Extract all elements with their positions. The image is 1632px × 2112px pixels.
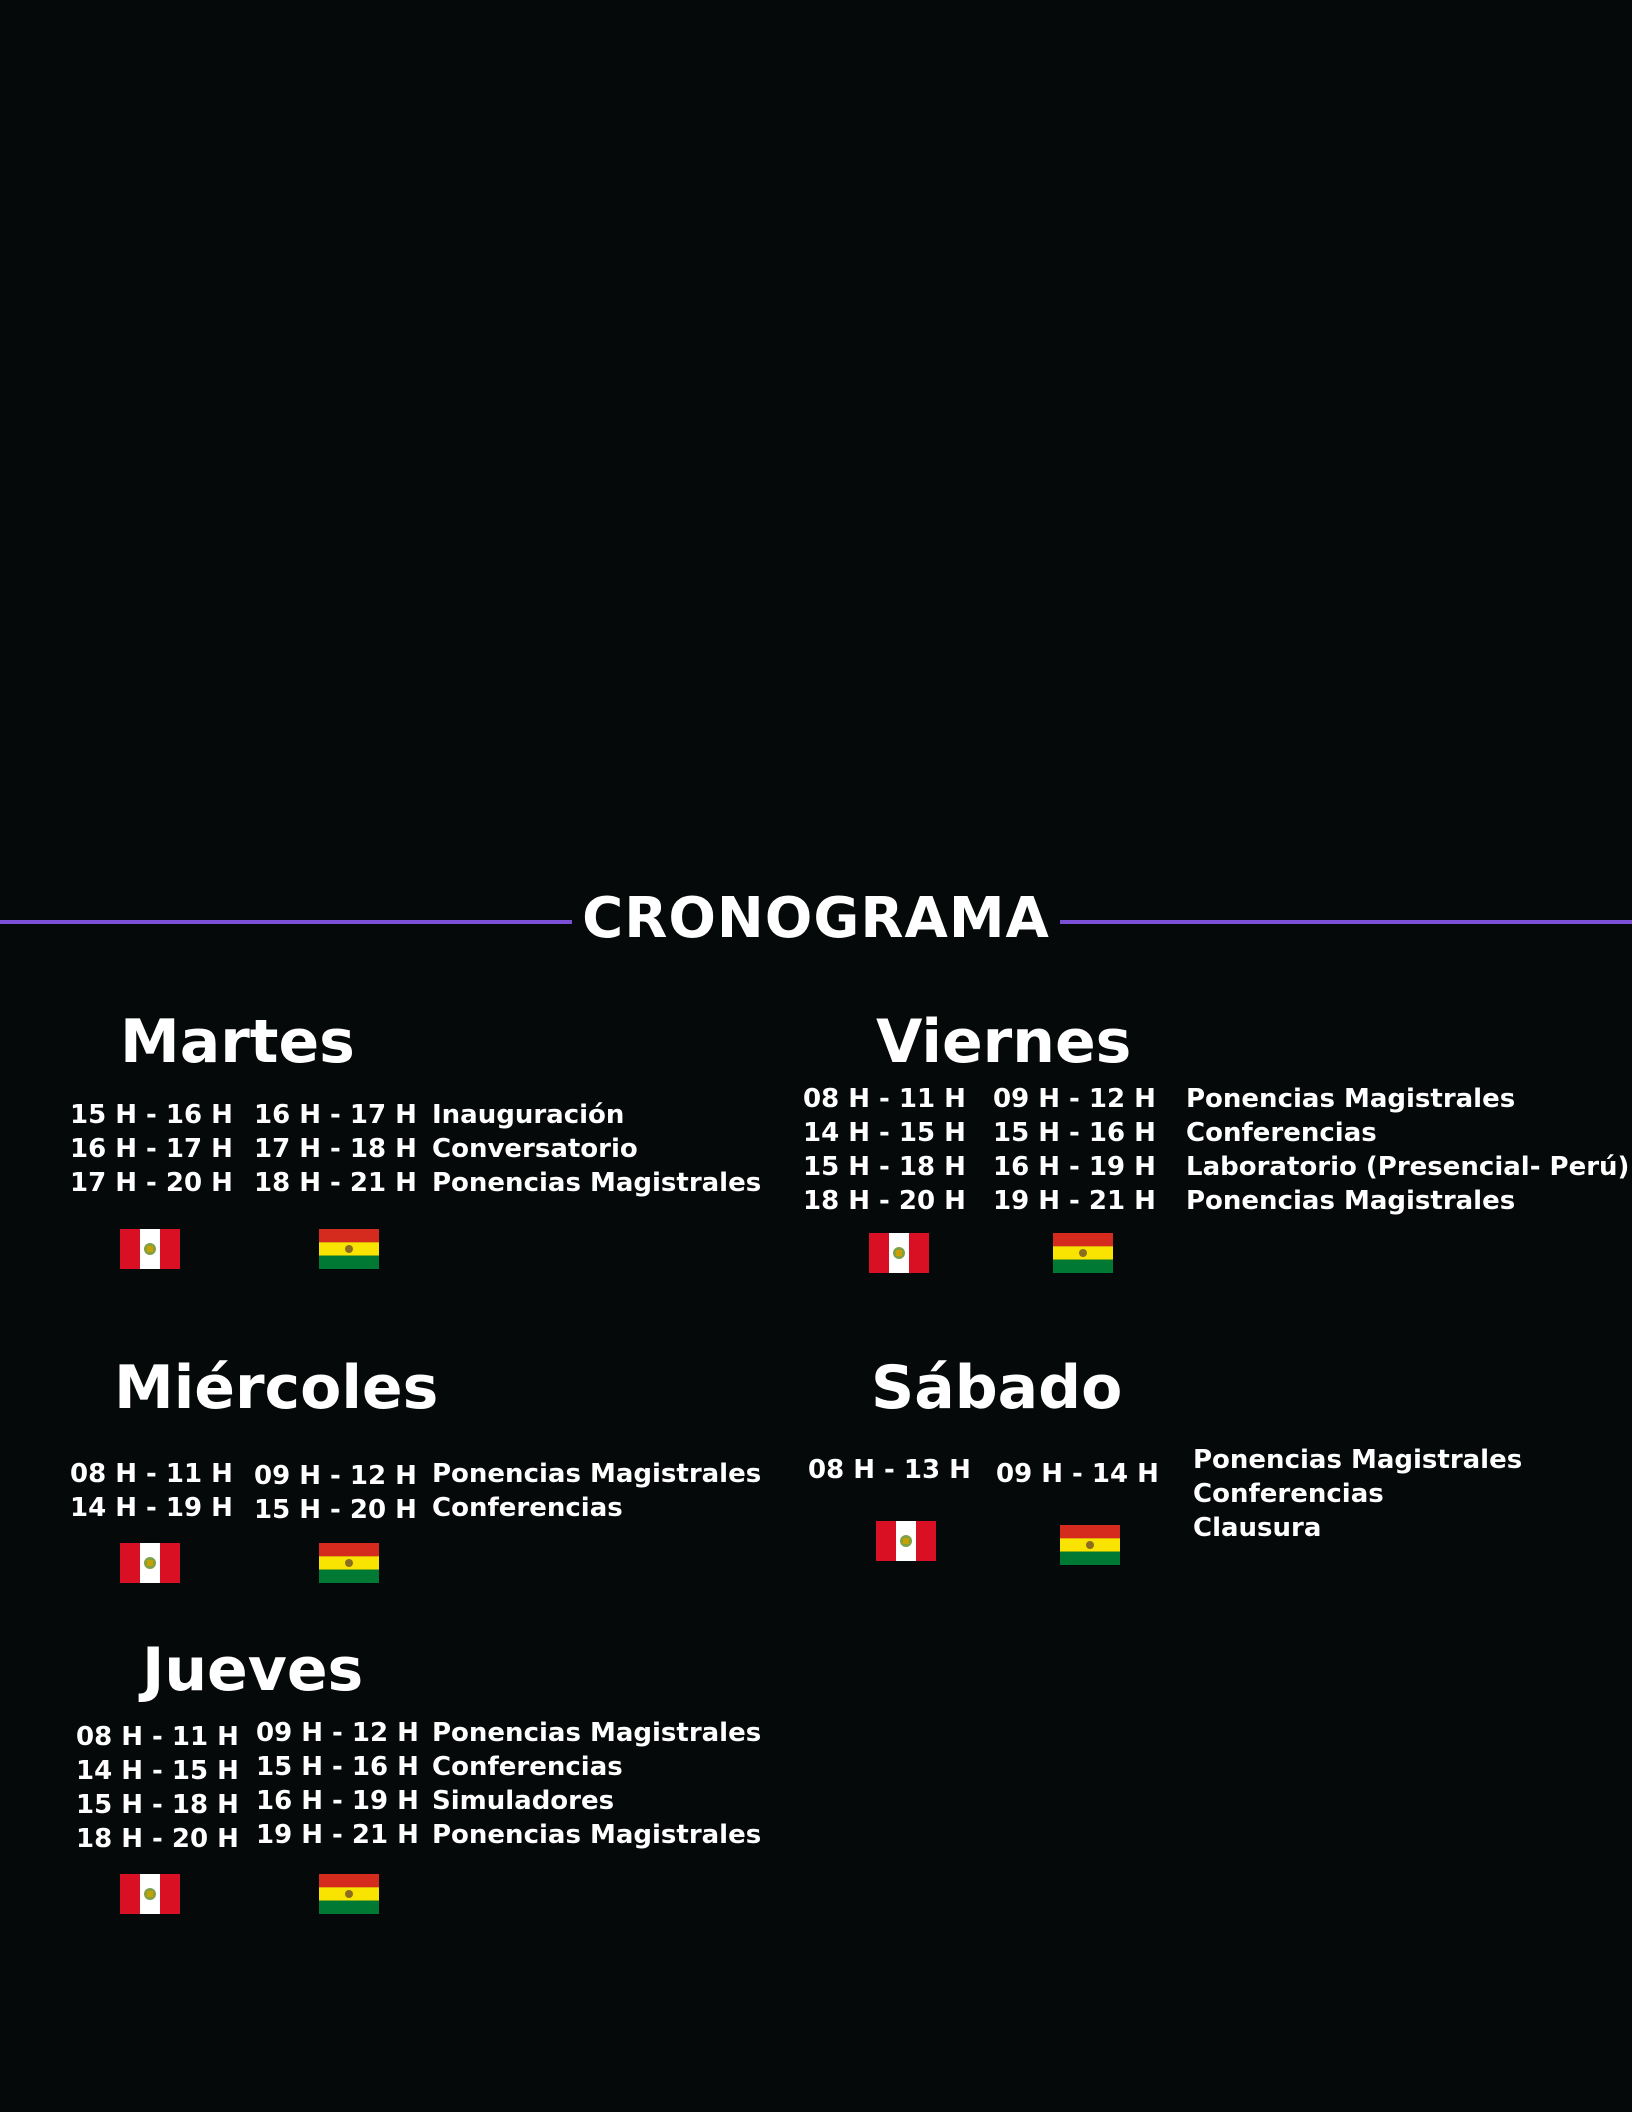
- activities-viernes: [1186, 1082, 1629, 1218]
- time-row: 17 H - 20 H: [70, 1168, 233, 1198]
- activity-item: Ponencias Magistrales: [432, 1168, 762, 1198]
- activity-item: Ponencias Magistrales: [1193, 1445, 1523, 1475]
- time-row: 09 H - 12 H: [256, 1718, 419, 1748]
- time-row: 15 H - 20 H: [254, 1495, 417, 1525]
- time-row: 16 H - 19 H: [256, 1786, 419, 1816]
- time-row: 14 H - 19 H: [70, 1493, 233, 1523]
- bolivia-flag-icon: [319, 1229, 379, 1269]
- activity-item: Conferencias: [432, 1752, 623, 1782]
- time-row: 19 H - 21 H: [256, 1820, 419, 1850]
- activities-jueves: [432, 1716, 761, 1852]
- activity-item: Ponencias Magistrales: [432, 1820, 762, 1850]
- activity-item: Ponencias Magistrales: [432, 1459, 762, 1489]
- peru-times-jueves: [76, 1720, 239, 1856]
- day-title-miercoles: Miércoles: [114, 1353, 439, 1423]
- activity-item: Conferencias: [432, 1493, 623, 1523]
- time-row: 09 H - 14 H: [996, 1459, 1159, 1489]
- activity-item: Inauguración: [432, 1100, 625, 1130]
- time-row: 08 H - 11 H: [70, 1459, 233, 1489]
- activity-item: Laboratorio (Presencial- Perú): [1186, 1152, 1630, 1182]
- time-row: 08 H - 13 H: [808, 1455, 971, 1485]
- activity-item: Simuladores: [432, 1786, 615, 1816]
- time-row: 15 H - 18 H: [803, 1152, 966, 1182]
- time-row: 16 H - 19 H: [993, 1152, 1156, 1182]
- activities-miercoles: [432, 1457, 761, 1525]
- activity-item: Ponencias Magistrales: [1186, 1084, 1516, 1114]
- time-row: 08 H - 11 H: [803, 1084, 966, 1114]
- time-row: 08 H - 11 H: [76, 1722, 239, 1752]
- activity-item: Conversatorio: [432, 1134, 638, 1164]
- bolivia-flag-icon: [319, 1543, 379, 1583]
- page-title: CRONOGRAMA: [0, 886, 1632, 951]
- time-row: 16 H - 17 H: [70, 1134, 233, 1164]
- bolivia-times-viernes: [993, 1082, 1156, 1218]
- peru-times-sabado: [808, 1453, 971, 1487]
- activity-item: Ponencias Magistrales: [432, 1718, 762, 1748]
- bolivia-times-jueves: [256, 1716, 419, 1852]
- time-row: 15 H - 16 H: [993, 1118, 1156, 1148]
- activity-item: Clausura: [1193, 1513, 1322, 1543]
- bolivia-times-miercoles: [254, 1459, 417, 1527]
- day-title-jueves: Jueves: [142, 1635, 364, 1705]
- time-row: 09 H - 12 H: [993, 1084, 1156, 1114]
- peru-times-viernes: [803, 1082, 966, 1218]
- peru-flag-icon: [120, 1874, 180, 1914]
- bolivia-flag-icon: [1060, 1525, 1120, 1565]
- time-row: 14 H - 15 H: [76, 1756, 239, 1786]
- time-row: 18 H - 20 H: [76, 1824, 239, 1854]
- day-title-martes: Martes: [120, 1007, 355, 1077]
- time-row: 15 H - 16 H: [256, 1752, 419, 1782]
- activities-martes: [432, 1098, 761, 1200]
- bolivia-times-sabado: [996, 1457, 1159, 1491]
- time-row: 15 H - 18 H: [76, 1790, 239, 1820]
- time-row: 16 H - 17 H: [254, 1100, 417, 1130]
- bolivia-times-martes: [254, 1098, 417, 1200]
- peru-flag-icon: [120, 1543, 180, 1583]
- activity-item: Conferencias: [1193, 1479, 1384, 1509]
- peru-times-miercoles: [70, 1457, 233, 1525]
- time-row: 18 H - 20 H: [803, 1186, 966, 1216]
- peru-times-martes: [70, 1098, 233, 1200]
- time-row: 17 H - 18 H: [254, 1134, 417, 1164]
- peru-flag-icon: [120, 1229, 180, 1269]
- day-title-viernes: Viernes: [876, 1007, 1132, 1077]
- day-title-sabado: Sábado: [871, 1353, 1123, 1423]
- time-row: 19 H - 21 H: [993, 1186, 1156, 1216]
- bolivia-flag-icon: [319, 1874, 379, 1914]
- activity-item: Conferencias: [1186, 1118, 1377, 1148]
- activities-sabado: [1193, 1443, 1522, 1545]
- bolivia-flag-icon: [1053, 1233, 1113, 1273]
- peru-flag-icon: [876, 1521, 936, 1561]
- activity-item: Ponencias Magistrales: [1186, 1186, 1516, 1216]
- time-row: 14 H - 15 H: [803, 1118, 966, 1148]
- time-row: 18 H - 21 H: [254, 1168, 417, 1198]
- peru-flag-icon: [869, 1233, 929, 1273]
- time-row: 09 H - 12 H: [254, 1461, 417, 1491]
- time-row: 15 H - 16 H: [70, 1100, 233, 1130]
